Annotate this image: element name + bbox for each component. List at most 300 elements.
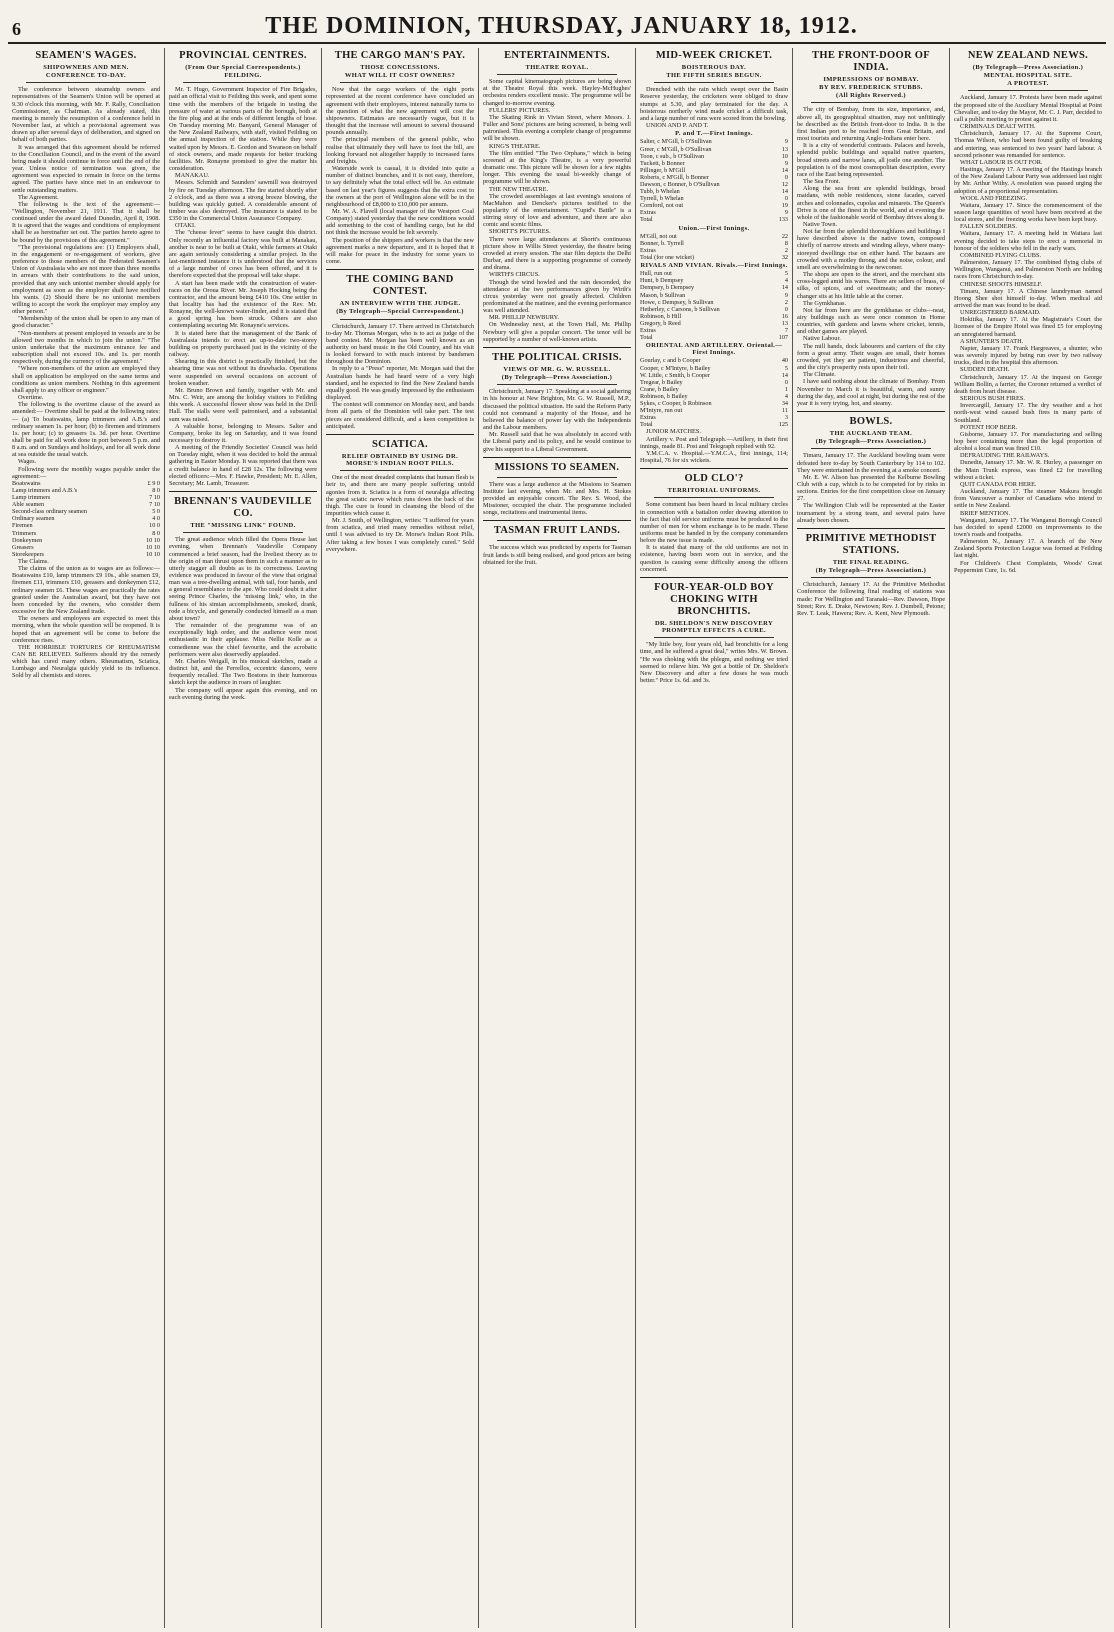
batsman-name: Tuckett, b Bonner: [640, 159, 685, 167]
article-paragraph: FALLEN SOLDIERS.: [960, 223, 1017, 231]
heading-rule: [340, 82, 460, 83]
column-6: [793, 48, 950, 1628]
article-subheading: (By Telegraph—Press Association.): [972, 64, 1084, 71]
article: [483, 352, 631, 453]
article-paragraph: The Wellington Club will be represented at the Easter tournament by a strong team, and several pairs have already been chosen.: [797, 502, 945, 524]
article-paragraph: Mr. W. A. Flavell (local manager of the Westport Coal Company) stated yesterday that the new conditions would add something to the cost of handling cargo, but he did not think the increase would be felt severely.: [326, 207, 474, 237]
batsman-name: M'Gill, not out: [640, 232, 677, 240]
article-paragraph: Timaru, January 17. The Auckland bowling team were defeated here to-day by South Canterbury by 114 to 102. They were entertained in the evening at a smoke concert.: [797, 452, 945, 474]
article-paragraph: The mill hands, dock labourers and carriers of the city form a great army. Their wages are small, their homes crowded, yet they are patient, industrious and cheerful, and the city's prosperity rests upon their toil.: [797, 342, 945, 372]
runs-value: 32: [781, 253, 788, 261]
article-subheading: THE FIFTH SERIES BEGUN.: [666, 72, 762, 80]
wage-label: Firemen: [12, 522, 33, 530]
batsman-name: W. Little, c Smith, b Cooper: [640, 371, 710, 379]
page-number: 6: [12, 19, 21, 39]
article-paragraph: POTENT HOP BEER.: [960, 423, 1018, 431]
article-paragraph: Waitara, January 17. Since the commencement of the season large quantities of wool have been received at the local stores, and the freezing works have been kept busy.: [954, 201, 1102, 224]
wage-label: Able seamen: [12, 501, 45, 509]
article-divider: [169, 491, 317, 492]
heading-rule: [340, 319, 460, 320]
article-divider: [640, 468, 788, 469]
table-row: [12, 494, 160, 501]
article-divider: [483, 457, 631, 458]
table-row: [12, 515, 160, 522]
heading-rule: [183, 82, 303, 83]
article-paragraph: The Sea Front.: [803, 178, 841, 186]
article: [640, 50, 788, 464]
article-heading: PROVINCIAL CENTRES.: [179, 50, 307, 61]
runs-value: 22: [781, 232, 788, 240]
article-paragraph: It is a city of wonderful contrasts. Palaces and hovels, splendid public buildings and squalid native quarters, broad streets and narrow lanes, all jostle one another. The population is of the most cosmopolitan description, every race of the East being represented.: [797, 142, 945, 178]
wage-value: £ 9 0: [147, 479, 160, 487]
table-row: [640, 153, 788, 160]
article-paragraph: OTAKI.: [175, 222, 196, 230]
article-paragraph: KING'S THEATRE.: [489, 142, 541, 150]
article-paragraph: UNION AND P. AND T.: [646, 122, 709, 130]
batsman-name: Extras: [640, 246, 656, 254]
column-3: [322, 48, 479, 1628]
runs-value: 0: [784, 173, 788, 181]
wage-table: [12, 480, 160, 558]
article-paragraph: Christchurch, January 17. There arrived in Christchurch to-day Mr. Thomas Morgan, who is to act as judge of the band contest. Mr. Morgan has been well known as an authority on band music in the Old Country, and his visit is looked forward to with much interest by bandsmen throughout the Dominion.: [326, 322, 474, 366]
wage-value: 7 10: [149, 494, 160, 502]
article-subheading: BOISTEROUS DAY.: [681, 64, 747, 71]
wage-value: 10 0: [149, 522, 160, 530]
article-subheading: (All Rights Reserved.): [836, 92, 906, 100]
article-heading: THE COMING BAND CONTEST.: [346, 274, 454, 298]
batsman-name: Cooper, c M'Intyre, b Bailey: [640, 364, 711, 372]
article-paragraph: Overtime.: [18, 394, 44, 402]
heading-rule: [497, 384, 617, 385]
article-paragraph: The owners and employees are expected to meet this morning, when the whole question will be reopened. It is hoped that an agreement will be come to before the conference rises.: [12, 615, 160, 644]
heading-rule: [654, 637, 774, 638]
article-subheading: IMPRESSIONS OF BOMBAY.: [823, 76, 919, 83]
table-row: [12, 530, 160, 537]
wage-label: Greasers: [12, 543, 34, 551]
wage-value: 7 10: [149, 501, 160, 509]
table-row: [12, 487, 160, 494]
batsman-name: Tregear, b Bailey: [640, 378, 683, 386]
table-row: [640, 334, 788, 341]
table-row: [640, 299, 788, 306]
table-row: [640, 357, 788, 364]
table-row: [640, 270, 788, 277]
table-row: [640, 372, 788, 379]
article-paragraph: Timaru, January 17. A Chinese laundryman named Hoong Shee shot himself to-day. When medical aid arrived the man was found to be dead.: [954, 287, 1102, 309]
batsman-name: Bonner, b. Tyrrell: [640, 239, 684, 247]
scorecard-table: [640, 357, 788, 428]
article-paragraph: Not far from the splendid thoroughfares and buildings I have described above is the native town, composed chiefly of narrow streets and winding alleys, where many-storeyed dwellings rise on either hand. The bazaars are crowded with a motley throng, and the noise, colour, and smell are overwhelming to the newcomer.: [797, 228, 945, 271]
article-heading: ENTERTAINMENTS.: [504, 50, 610, 61]
article-subheading: RELIEF OBTAINED BY USING DR. MORSE'S INDIAN ROOT PILLS.: [341, 452, 459, 468]
columns-container: [8, 48, 1106, 1628]
wage-value: 5 0: [152, 508, 160, 516]
runs-value: 9: [784, 209, 788, 217]
batsman-name: Crane, b Bailey: [640, 385, 679, 393]
scorecard-title: ORIENTAL AND ARTILLERY. Oriental.—First Innings.: [645, 342, 783, 357]
heading-rule: [497, 540, 617, 541]
article-paragraph: On Wednesday next, at the Town Hall, Mr. Phillip Newbury will give a popular concert. The tenor will be supported by a number of well-known artists.: [483, 321, 631, 343]
article-paragraph: The "cheese fever" seems to have caught this district. Only recently an influential factory was built at Manakau, another is near to be built at Otaki, while farmers at Otaki are again seriously considering a similar project. In the last-mentioned instance it is understood that the services of a large number of cows has been offered, and it is therefore expected that the proposal will take shape.: [169, 229, 317, 280]
table-row: [640, 386, 788, 393]
article-paragraph: A SHUNTER'S DEATH.: [960, 337, 1024, 345]
runs-value: 13: [781, 145, 788, 153]
runs-value: 13: [781, 319, 788, 327]
article-heading: SEAMEN'S WAGES.: [35, 50, 137, 61]
article-divider: [326, 434, 474, 435]
article-paragraph: Dunedin, January 17. Mr. W. R. Hurley, a passenger on the Main Trunk express, was fined £2 for travelling without a ticket.: [954, 459, 1102, 481]
runs-value: 3: [784, 414, 788, 422]
article-paragraph: CHINESE SHOOTS HIMSELF.: [960, 280, 1043, 288]
article: [640, 473, 788, 573]
table-row: [640, 160, 788, 167]
article-paragraph: Christchurch, January 17. Speaking at a social gathering in his honour at New Brighton, Mr. G. W. Russell, M.P., discussed the political situation. He said the Reform Party could not command a majority of the House, and he believed the balance of power lay with the Independents and the Labour members.: [483, 388, 631, 432]
article-paragraph: SUDDEN DEATH.: [960, 366, 1010, 374]
article-subheading: WHAT WILL IT COST OWNERS?: [344, 72, 456, 80]
runs-value: 11: [782, 407, 788, 415]
column-5: [636, 48, 793, 1628]
wage-value: 10 10: [146, 550, 160, 558]
runs-value: 2: [784, 298, 788, 306]
article-paragraph: The Climate.: [803, 371, 836, 379]
runs-value: 2: [784, 246, 788, 254]
article-paragraph: WIRTH'S CIRCUS.: [489, 271, 540, 279]
article-paragraph: For Children's Chest Complaints, Woods' Great Peppermint Cure, 1s. 6d.: [954, 559, 1102, 574]
article-paragraph: The city of Bombay, from its size, importance, and, above all, its geographical situation, may not unfittingly be described as the British front-door to India. It is the first Indian port to be reached from Great Britain, and most tourists and returning Anglo-Indians enter here.: [797, 106, 945, 143]
runs-value: 125: [778, 421, 788, 429]
wage-value: 8 0: [152, 529, 160, 537]
article-paragraph: Mr. E. W. Alison has presented the Kelburne Bowling Club with a cup, which is to be competed for by rinks in sections. Entries for the first competition close on January 27.: [797, 473, 945, 503]
article-paragraph: Native Labour.: [803, 335, 841, 343]
article: [797, 50, 945, 407]
masthead: [8, 6, 1106, 44]
batsman-name: Pillinger, b M'Gill: [640, 166, 686, 174]
batsman-name: Cornford, not out: [640, 202, 684, 210]
scorecard-title: P. and T.—First Innings.: [675, 130, 753, 138]
article-paragraph: The great audience which filled the Opera House last evening, when Brennan's Vaudeville Company commenced a brief season, had the liveliest theory as to the origin of man thrust upon them in such a manner as to utterly stagger all doubts as to its correctness. Leaving evidence was produced in favour of the view that original man was a tree-dwelling animal, with tail, four hands, and a general resemblance to the ape. Who could doubt it after seeing Prince Charles, the 'missing link,' who, in the fullness of his simian accomplishments, smoked, drank, rode a bicycle, and generally conducted himself as a man about town?: [169, 536, 317, 622]
article: [483, 525, 631, 565]
article-paragraph: The Agreement.: [18, 193, 59, 201]
article-paragraph: Though the wind howled and the rain descended, the attendance at the two performances given by Wirth's circus yesterday were not greatly affected. Children predominated at the matinee, and the evening performance was well attended.: [483, 278, 631, 315]
article-paragraph: COMBINED FLYING CLUBS.: [960, 251, 1042, 259]
heading-rule: [340, 470, 460, 471]
runs-value: 14: [781, 188, 788, 196]
heading-rule: [811, 448, 931, 449]
article-paragraph: Mr. Russell said that he was absolutely in accord with the Liberal party and its policy, and he would continue to give his support to a Liberal Government.: [483, 431, 631, 453]
article-paragraph: Waterside work is casual, it is divided into quite a number of distinct branches, and it is not easy, therefore, to say definitely what the total effect will be. An estimate based on last year's figures suggests that the extra cost to the owners at the port of Wellington alone will be in the neighbourhood of £8,000 to £10,000 per annum.: [326, 165, 474, 208]
table-row: [640, 284, 788, 291]
article-subheading: THE "MISSING LINK" FOUND.: [190, 522, 296, 530]
article-paragraph: THE HORRIBLE TORTURES OF RHEUMATISM CAN BE RELIEVED. Sufferers should try the remedy which has cured many others. Rheumatism, Sciatica, Lumbago and Neuralgia quickly yield to its influence. Sold by all chemists and stores.: [12, 643, 160, 680]
heading-rule: [654, 497, 774, 498]
article-paragraph: Along the sea front are splendid buildings, broad maidans, with noble residences, stone facades, carved arches and colonnades, cupolas and minarets. The Queen's Drive is one of the finest in the world, and at evening the whole of the fashionable world of Bombay drives along it.: [797, 185, 945, 221]
article: [640, 582, 788, 684]
batsman-name: Tubb, b Whelan: [640, 188, 680, 196]
table-row: [640, 400, 788, 407]
article-paragraph: MR. PHILLIP NEWBURY.: [489, 314, 559, 322]
batsman-name: Tyrrell, b Whelan: [640, 195, 684, 203]
article-heading: THE FRONT-DOOR OF INDIA.: [812, 50, 930, 73]
article-paragraph: Auckland, January 17. The steamer Makura brought from Vancouver a number of Canadians who intend to settle in New Zealand.: [954, 488, 1102, 510]
batsman-name: Howe, c Dempsey, b Sullivan: [640, 298, 714, 306]
wage-label: Trimmers: [12, 529, 37, 537]
scorecard-table: [640, 233, 788, 261]
column-4: [479, 48, 636, 1628]
runs-value: 4: [784, 277, 788, 285]
article-paragraph: Y.M.C.A. v. Hospital.—Y.M.C.A., first innings, 114; Hospital, 76 for six wickets.: [640, 449, 788, 465]
batsman-name: Dempsey, b Dempsey: [640, 284, 695, 292]
article-paragraph: Auckland, January 17. Protests have been made against the proposed site of the Auxiliary Mental Hospital at Point Chevalier, and to-day the Mayor, Mr. C. J. Parr, decided to call a public meeting to protest against it.: [954, 94, 1102, 123]
article-paragraph: In reply to a "Press" reporter, Mr. Morgan said that the Australian bands he had heard were of a very high standard, and he expected to find the New Zealand bands equally good. He was greatly impressed by the enthusiasm displayed.: [326, 365, 474, 402]
article-subheading: (From Our Special Correspondents.): [185, 64, 301, 71]
article-paragraph: CRIMINALS DEALT WITH.: [960, 123, 1036, 131]
heading-rule: [811, 102, 931, 103]
article-subheading: VIEWS OF MR. G. W. RUSSELL.: [503, 365, 611, 373]
article-paragraph: Drenched with the rain which swept over the Basin Reserve yesterday, the cricketers were obliged to draw stumps at 5.30, and play terminated for the day. A boisterous northerly wind made cricket a difficult task, and a large number of runs were scored from the bowling.: [640, 86, 788, 122]
table-row: [640, 188, 788, 195]
runs-value: 19: [781, 202, 788, 210]
article: [169, 50, 317, 487]
table-row: [12, 508, 160, 515]
batsman-name: Hull, run out: [640, 270, 672, 278]
article-paragraph: The shops are open to the street, and the merchant sits cross-legged amid his wares. There are sellers of brass, of silks, of spices, and of sweetmeats; and the money-changer sits at his little table at the corner.: [797, 271, 945, 300]
article-paragraph: It was arranged that this agreement should be referred to the Conciliation Council, and in the event of the award being made it should continue in force until the end of the year. Unless notice of termination was given, the agreement was expected to remain in force on the terms agreed. The parties have since met in an endeavour to settle outstanding matters.: [12, 143, 160, 194]
article-paragraph: THE NEW THEATRE.: [489, 185, 549, 193]
batsman-name: Roberts, c M'Gill, b Bonner: [640, 173, 709, 181]
table-row: [640, 421, 788, 428]
article-divider: [483, 347, 631, 348]
table-row: [640, 146, 788, 153]
article-subheading: THE FINAL READING.: [832, 558, 910, 566]
article-divider: [483, 520, 631, 521]
article-paragraph: Not far from here are the gymkhanas or clubs—neat, airy buildings such as were once common in Home countries, with gardens and lawns where cricket, tennis, and other games are played.: [797, 306, 945, 336]
article-paragraph: One of the most dreaded complaints that human flesh is heir to, and there are many people suffering untold agonies from it. Sciatica is a form of neuralgia affecting the great sciatic nerve which runs down the back of the thigh. The cure is found in cleansing the blood of the impurities which cause it.: [326, 474, 474, 517]
article-paragraph: "Where non-members of the union are employed they shall on application be employed on the same terms and conditions as union members. Nothing in this agreement shall apply to any officer or engineer.": [12, 365, 160, 394]
batsman-name: Hunt, b Dempsey: [640, 277, 684, 285]
article: [326, 439, 474, 553]
newspaper-title: THE DOMINION, THURSDAY, JANUARY 18, 1912.: [265, 13, 858, 39]
article-heading: NEW ZEALAND NEWS.: [967, 50, 1089, 61]
article: [797, 533, 945, 617]
wage-label: Lamp trimmers and A.B.'s: [12, 487, 78, 494]
table-row: [640, 174, 788, 181]
runs-value: 10: [781, 152, 788, 160]
article-paragraph: SHORTT'S PICTURES.: [489, 228, 551, 236]
table-row: [640, 233, 788, 240]
article-paragraph: DEFRAUDING THE RAILWAYS.: [960, 452, 1050, 460]
table-row: [640, 181, 788, 188]
article-paragraph: There were large attendances at Shortt's continuous picture show in Willis Street yesterday, the theatre being crowded at every session. The star film depicts the Delhi Durbar, and there is a supporting programme of comedy and drama.: [483, 235, 631, 272]
article-paragraph: A valuable horse, belonging to Messrs. Salter and Company, broke its leg on Saturday, and it was found necessary to destroy it.: [169, 422, 317, 444]
article-subheading: BY REV. FREDERICK STUBBS.: [819, 84, 923, 92]
article-paragraph: A start has been made with the construction of water-races on the Oroua River. Mr. Joseph Hocking being the contractor, and the amount being £410 10s. One settler in that locality has had the existence of the Rev. Mr. Ronayne, the well-known water-finder, and it is stated that a good spring has been struck. Others are also contemplating securing Mr. Ronayne's services.: [169, 279, 317, 330]
article-paragraph: "Non-members at present employed in vessels are to be allowed two months in which to join the union." "The union undertake that the maximum entrance fee and subscription shall not exceed 10s. and 1s. per month respectively, during the currency of the agreement.": [12, 329, 160, 366]
table-row: [640, 407, 788, 414]
article: [12, 50, 160, 680]
article-paragraph: Palmerston N., January 17. A branch of the New Zealand Sports Protection League was formed at Feilding last night.: [954, 538, 1102, 560]
article: [483, 50, 631, 343]
column-1: [8, 48, 165, 1628]
runs-value: 9: [784, 159, 788, 167]
article-paragraph: The crowded assemblages at last evening's sessions of MacMahon and Dencker's pictures testified to the popularity of the entertainment. "Cupid's Battle" is a stirring story of love and adventure, and there are also comic and scenic films.: [483, 192, 631, 229]
article-subheading: TERRITORIAL UNIFORMS.: [667, 487, 761, 495]
batsman-name: Total: [640, 334, 653, 342]
batsman-name: Hetherley, c Carsons, b Sullivan: [640, 305, 720, 313]
article-paragraph: Artillery v. Post and Telegraph.—Artillery, in their first innings, made 81. Post and Telegraph replied with 92.: [640, 435, 788, 450]
article-paragraph: BRIEF MENTION.: [960, 509, 1011, 517]
article-paragraph: "The provisional regulations are: (1) Employers shall, in the engagement or re-engagement of workers, give preference to those members of the Federated Seamen's Union of Australasia who are not more than three months in arrears with their contributions to the said union, provided that any such unionist member should apply for employment as soon as the employer shall have notified his wants. (2) Should there be no unionist members willing to accept the work the employer may employ any other person.": [12, 243, 160, 316]
article-paragraph: FULLERS' PICTURES.: [489, 106, 551, 114]
heading-rule: [26, 82, 146, 83]
runs-value: 14: [781, 284, 788, 292]
wage-label: Lamp trimmers: [12, 494, 51, 502]
article-paragraph: I have said nothing about the climate of Bombay. From November to March it is beautiful, warm, and sunny during the day, and cool at night, but during the rest of the year it is very trying, hot, and steamy.: [797, 378, 945, 407]
heading-rule: [183, 532, 303, 533]
table-row: [640, 365, 788, 372]
article-paragraph: The position of the shippers and workers is that the new agreement marks a new departure, and it is hoped that it will make for peace in the industry for some years to come.: [326, 236, 474, 266]
article-subheading: SHIPOWNERS AND MEN.: [43, 64, 129, 71]
article: [326, 274, 474, 430]
batsman-name: Dawson, c Bonner, b O'Sullivan: [640, 180, 720, 188]
table-row: [640, 247, 788, 254]
table-row: [640, 379, 788, 386]
article-paragraph: MANAKAU.: [175, 172, 210, 180]
runs-value: 1: [784, 385, 788, 393]
article-heading: TASMAN FRUIT LANDS.: [493, 525, 621, 537]
article-heading: FOUR-YEAR-OLD BOY CHOKING WITH BRONCHITIS.: [654, 581, 774, 617]
article-heading: MID-WEEK CRICKET.: [655, 50, 773, 61]
wage-value: 10 10: [146, 536, 160, 544]
article-subheading: MENTAL HOSPITAL SITE.: [983, 72, 1073, 80]
wage-value: 4 0: [152, 515, 160, 523]
article-paragraph: The following is the text of the agreement:— "Wellington, November 21, 1911. That it shall be continued under the award dated Dunedin, April 8, 1908. It is agreed that the wages and conditions of employment shall be as hereinafter set out. The parties hereto agree to be bound by the provisions of this agreement.": [12, 200, 160, 244]
table-row: [640, 254, 788, 261]
article-paragraph: Following were the monthly wages payable under the agreement:—: [12, 465, 160, 480]
batsman-name: Sykes, c Cooper, b Robinson: [640, 400, 712, 408]
table-row: [12, 501, 160, 508]
article-heading: BOWLS.: [849, 416, 893, 428]
batsman-name: Toon, c sub., b O'Sullivan: [640, 152, 705, 160]
table-row: [640, 138, 788, 145]
table-row: [640, 240, 788, 247]
article-paragraph: Napier, January 17. Frank Hargreaves, a shunter, who was severely injured by being run over by two railway trucks, died in the hospital this afternoon.: [954, 344, 1102, 367]
article: [954, 50, 1102, 574]
article-heading: OLD CLO'?: [684, 473, 744, 485]
article-subheading: (By Telegraph—Press Association.): [815, 438, 927, 446]
table-row: [640, 327, 788, 334]
article: [797, 416, 945, 524]
article-paragraph: Messrs. Schmidt and Saunders' sawmill was destroyed by fire on Tuesday afternoon. The fire started shortly after 2 o'clock, and as there was a strong breeze blowing, the building was quickly gutted. A considerable amount of timber was also destroyed. The insurance is stated to be £350 in the Commercial Union Assurance Company.: [169, 179, 317, 223]
batsman-name: Total: [640, 421, 653, 429]
runs-value: 34: [781, 400, 788, 408]
article-heading: THE POLITICAL CRISIS.: [492, 351, 622, 363]
article-paragraph: JUNIOR MATCHES.: [646, 428, 701, 436]
table-row: [12, 537, 160, 544]
article: [326, 50, 474, 265]
batsman-name: Extras: [640, 326, 656, 334]
runs-value: 9: [784, 138, 788, 146]
wage-label: Storekeepers: [12, 550, 44, 558]
wage-value: 10 10: [146, 543, 160, 551]
scorecard-table: [640, 138, 788, 223]
table-row: [12, 522, 160, 529]
article-paragraph: Invercargill, January 17. The dry weather and a hot north-west wind caused bush fires in many parts of Southland.: [954, 402, 1102, 424]
table-row: [12, 551, 160, 558]
table-row: [640, 292, 788, 299]
runs-value: 14: [781, 371, 788, 379]
table-row: [640, 277, 788, 284]
article-paragraph: The Skating Rink in Vivian Street, where Messrs. J. Fuller and Sons' pictures are being screened, is being well patronised. This evening a complete change of programme will be shown.: [483, 113, 631, 143]
batsman-name: Extras: [640, 414, 656, 422]
article-paragraph: Mr. T. Hugo, Government Inspector of Fire Brigades, paid an official visit to Feilding this week, and spent some time with the members of the brigade in testing the pressure of water at various parts of the borough, both at the fire plug and at the ends of different lengths of hose. On Tuesday morning Mr. Banyard, General Manager of the New Zealand Railways, with staff, visited Feilding on the annual inspection of the station. While they were waited upon by Messrs. E. Gordon and Swanson on behalf of stock owners, and made requests for better trucking facilities. Mr. Ronayne promised to give the matter his consideration.: [169, 86, 317, 173]
scorecard-table: [640, 270, 788, 341]
wage-label: Second-class ordinary seamen: [12, 508, 87, 516]
batsman-name: Extras: [640, 209, 656, 217]
article-paragraph: The company will appear again this evening, and on each evening during the week.: [169, 686, 317, 701]
article-heading: MISSIONS TO SEAMEN.: [494, 461, 620, 473]
batsman-name: M'Intyre, run out: [640, 407, 683, 415]
article-paragraph: The conference between steamship owners and representatives of the Seamen's Union will be opened at 9.30 o'clock this morning, with Mr. F. Rally, Conciliation Commissioner, as Chairman. As already stated, this meeting is merely the resumption of a conference held in November last, at which a provisional agreement was drawn up after several days of deliberation, and signed on behalf of both parties.: [12, 86, 160, 144]
article-paragraph: Some comment has been heard in local military circles in connection with a battalion order drawing attention to the fact that old service uniforms must be produced to the number of men for whom exchange is to be made. These uniforms must be handed in by the company commanders before the new issue is made.: [640, 501, 788, 545]
table-row: [640, 216, 788, 223]
article-paragraph: A meeting of the Friendly Societies' Council was held on Tuesday night, when it was decided to hold the annual gathering in Easter Monday. It was reported that there was a credit balance in hand of £28 12s. The following were elected officers:—Mrs. F. Hawke, President; Mr. E. Allen, Secretary; Mr. Lamb, Treasurer.: [169, 444, 317, 487]
batsman-name: Total (for one wicket): [640, 253, 695, 261]
article-subheading: (By Telegraph—Press Association.): [501, 374, 613, 382]
article-subheading: CONFERENCE TO-DAY.: [45, 72, 127, 80]
table-row: [640, 209, 788, 216]
runs-value: 0: [784, 195, 788, 203]
table-row: [640, 202, 788, 209]
article-subheading: FEILDING.: [224, 72, 262, 80]
table-row: [640, 313, 788, 320]
article-subheading: THE AUCKLAND TEAM.: [829, 430, 913, 438]
article-paragraph: Gisborne, January 17. For manufacturing and selling hop beer containing more than the legal proportion of alcohol a local man was fined £10.: [954, 430, 1102, 453]
runs-value: 14: [781, 166, 788, 174]
batsman-name: Mason, b Sullivan: [640, 291, 686, 299]
article-subheading: A PROTEST.: [1007, 80, 1049, 88]
column-7: [950, 48, 1106, 1628]
runs-value: 16: [781, 312, 788, 320]
runs-value: 8: [784, 239, 788, 247]
batsman-name: Total: [640, 216, 653, 224]
runs-value: 5: [784, 364, 788, 372]
runs-value: 40: [781, 357, 788, 365]
runs-value: 5: [784, 270, 788, 278]
article-paragraph: UNREGISTERED BARMAID.: [960, 309, 1041, 317]
batsman-name: Salter, c M'Gill, b O'Sullivan: [640, 138, 712, 146]
article-paragraph: The claims of the union as to wages are as follows:— Boatswains £10, lamp trimmers £9 10s., able seamen £9, firemen £11, trimmers £10, greasers and donkeymen £12, ordinary seamen £6. These wages are practically the rates granted under the Australian award, but they have not been conceded by the owners, who consider them excessive for the New Zealand trade.: [12, 565, 160, 616]
article-heading: BRENNAN'S VAUDEVILLE CO.: [174, 496, 312, 520]
article-heading: SCIATICA.: [372, 438, 428, 450]
article-divider: [640, 577, 788, 578]
article-paragraph: The film entitled "The Two Orphans," which is being screened at the King's Theatre, is a very powerful dramatic one. This picture will be shown for a few nights longer. This evening the usual bi-weekly change of programme will be shown.: [483, 149, 631, 186]
table-row: [640, 393, 788, 400]
article-paragraph: Christchurch, January 17. At the inquest on George William Bollin, a farrier, the Coroner returned a verdict of death from heart disease.: [954, 373, 1102, 395]
article-paragraph: Wages.: [18, 458, 37, 466]
batsman-name: Gourlay, c and b Cooper: [640, 357, 701, 365]
article-paragraph: WOOL AND FREEZING.: [960, 194, 1028, 202]
article-paragraph: Waitara, January 17. A meeting held in Waitara last evening decided to take steps to erect a memorial in honour of the soldiers who fell in the early wars.: [954, 230, 1102, 252]
article-subheading: AN INTERVIEW WITH THE JUDGE.: [339, 300, 461, 308]
article-paragraph: Hokitika, January 17. At the Magistrate's Court the licensee of the Empire Hotel was fined £5 for employing an unregistered barmaid.: [954, 316, 1102, 338]
runs-value: 107: [778, 334, 788, 342]
article-paragraph: The contest will commence on Monday next, and bands from all parts of the Dominion will take part. The test pieces are considered difficult, and a keen competition is anticipated.: [326, 401, 474, 430]
wage-label: Ordinary seamen: [12, 515, 55, 523]
article-divider: [797, 528, 945, 529]
article-heading: THE CARGO MAN'S PAY.: [334, 50, 466, 61]
article-paragraph: It is stated that many of the old uniforms are not in existence, having been worn out in service, and the question is causing some difficulty among the officers concerned.: [640, 544, 788, 573]
runs-value: 0: [784, 305, 788, 313]
